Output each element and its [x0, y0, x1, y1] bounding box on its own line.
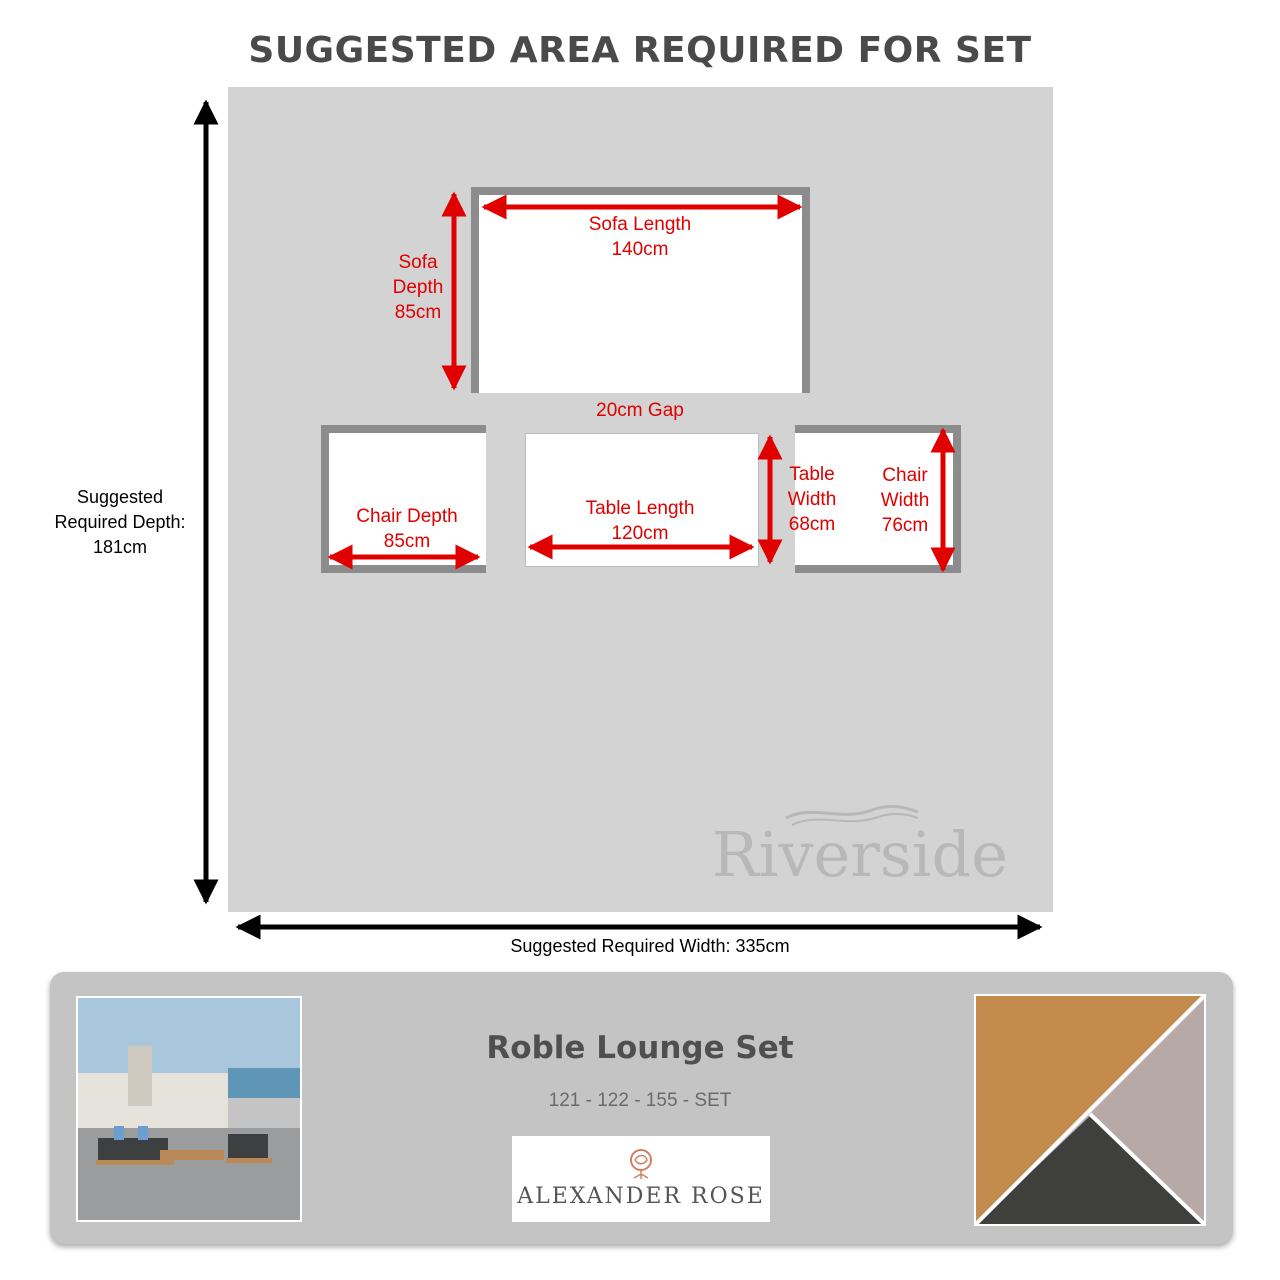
brand-name: ALEXANDER ROSE [517, 1184, 765, 1209]
lounge-scene-illustration [78, 998, 300, 1220]
brand-logo [512, 1136, 770, 1222]
chair-width-label: Chair Width 76cm [880, 465, 930, 536]
riverside-watermark: Riverside [712, 818, 1008, 891]
overall-depth-label: Suggested Required Depth: 181cm [54, 487, 186, 557]
material-swatches [974, 994, 1206, 1226]
swatch-triangles [976, 996, 1204, 1224]
table-length-label: Table Length 120cm [585, 498, 695, 544]
page-title: SUGGESTED AREA REQUIRED FOR SET [248, 30, 1032, 71]
gap-label: 20cm Gap [596, 400, 684, 421]
sofa-length-label: Sofa Length 140cm [588, 214, 692, 260]
chair-depth-label: Chair Depth 85cm [356, 506, 458, 552]
sofa-depth-label: Sofa Depth 85cm [392, 252, 444, 323]
table-width-label: Table Width 68cm [787, 464, 837, 535]
product-photo [76, 996, 302, 1222]
product-code: 121 - 122 - 155 - SET [548, 1090, 732, 1111]
rose-icon [622, 1146, 660, 1180]
product-name: Roble Lounge Set [486, 1030, 794, 1066]
overall-width-label: Suggested Required Width: 335cm [510, 936, 790, 956]
